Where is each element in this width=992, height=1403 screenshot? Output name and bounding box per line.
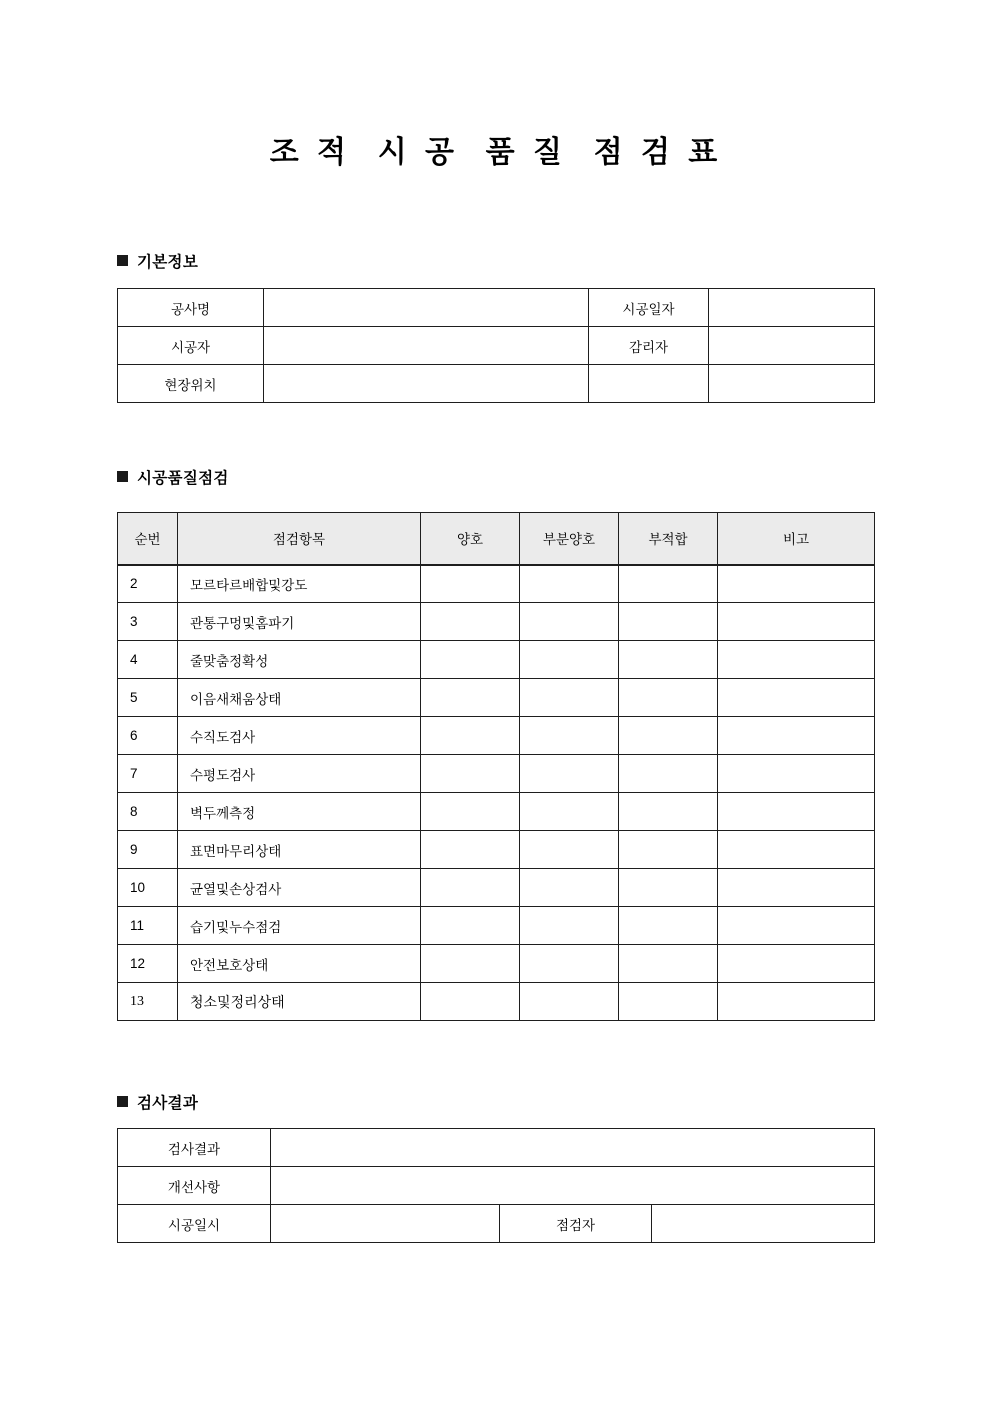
row-good[interactable] bbox=[421, 793, 520, 831]
row-good[interactable] bbox=[421, 983, 520, 1021]
row-good[interactable] bbox=[421, 755, 520, 793]
row-remark[interactable] bbox=[718, 907, 875, 945]
result-value-inspection-result[interactable] bbox=[271, 1129, 875, 1167]
result-label-improvement: 개선사항 bbox=[118, 1167, 271, 1205]
row-item: 균열및손상검사 bbox=[178, 869, 421, 907]
section-heading-quality-inspection bbox=[117, 469, 229, 489]
row-remark[interactable] bbox=[718, 983, 875, 1021]
row-item: 줄맞춤정확성 bbox=[178, 641, 421, 679]
row-partial[interactable] bbox=[520, 945, 619, 983]
row-fail[interactable] bbox=[619, 793, 718, 831]
row-fail[interactable] bbox=[619, 983, 718, 1021]
page-title: 조 적 시 공 품 질 점 검 표 bbox=[269, 136, 723, 169]
table-row bbox=[118, 793, 875, 831]
basic-value-contractor[interactable] bbox=[264, 327, 589, 365]
row-no: 9 bbox=[118, 831, 178, 869]
row-item: 수직도검사 bbox=[178, 717, 421, 755]
table-row bbox=[118, 945, 875, 983]
column-header-no: 순번 bbox=[118, 513, 178, 565]
basic-label-extra-empty[interactable] bbox=[589, 365, 709, 403]
column-header-partial: 부분양호 bbox=[520, 513, 619, 565]
row-remark[interactable] bbox=[718, 641, 875, 679]
row-partial[interactable] bbox=[520, 907, 619, 945]
row-no: 5 bbox=[118, 679, 178, 717]
basic-label-project-name: 공사명 bbox=[118, 289, 264, 327]
table-row bbox=[118, 755, 875, 793]
row-no: 6 bbox=[118, 717, 178, 755]
row-fail[interactable] bbox=[619, 755, 718, 793]
table-row bbox=[118, 603, 875, 641]
basic-label-contractor: 시공자 bbox=[118, 327, 264, 365]
row-remark[interactable] bbox=[718, 717, 875, 755]
row-item: 청소및정리상태 bbox=[178, 983, 421, 1021]
basic-label-construction-date: 시공일자 bbox=[589, 289, 709, 327]
section-heading-inspection-result-label: 검사결과 bbox=[137, 1095, 199, 1112]
row-no: 4 bbox=[118, 641, 178, 679]
square-bullet-icon bbox=[117, 471, 128, 482]
table-row bbox=[118, 679, 875, 717]
row-remark[interactable] bbox=[718, 603, 875, 641]
table-row bbox=[118, 1129, 875, 1167]
result-value-improvement[interactable] bbox=[271, 1167, 875, 1205]
section-heading-quality-inspection-label: 시공품질점검 bbox=[137, 470, 229, 487]
result-value-construction-datetime[interactable] bbox=[271, 1205, 500, 1243]
inspection-result-table bbox=[117, 1128, 875, 1243]
row-fail[interactable] bbox=[619, 603, 718, 641]
row-partial[interactable] bbox=[520, 983, 619, 1021]
table-row bbox=[118, 869, 875, 907]
row-fail[interactable] bbox=[619, 641, 718, 679]
row-item: 벽두께측정 bbox=[178, 793, 421, 831]
table-row bbox=[118, 289, 875, 327]
row-no: 10 bbox=[118, 869, 178, 907]
row-remark[interactable] bbox=[718, 869, 875, 907]
row-remark[interactable] bbox=[718, 679, 875, 717]
result-label-construction-datetime: 시공일시 bbox=[118, 1205, 271, 1243]
row-partial[interactable] bbox=[520, 641, 619, 679]
table-row bbox=[118, 365, 875, 403]
row-item: 이음새채움상태 bbox=[178, 679, 421, 717]
section-heading-basic-info bbox=[117, 253, 198, 273]
row-partial[interactable] bbox=[520, 717, 619, 755]
basic-label-site-location: 현장위치 bbox=[118, 365, 264, 403]
row-fail[interactable] bbox=[619, 869, 718, 907]
row-fail[interactable] bbox=[619, 831, 718, 869]
row-no: 13 bbox=[118, 983, 178, 1021]
column-header-item: 점검항목 bbox=[178, 513, 421, 565]
basic-value-construction-date[interactable] bbox=[709, 289, 875, 327]
table-row bbox=[118, 907, 875, 945]
row-item: 관통구멍및홈파기 bbox=[178, 603, 421, 641]
table-header-row bbox=[118, 513, 875, 565]
row-good[interactable] bbox=[421, 945, 520, 983]
quality-inspection-table bbox=[117, 512, 875, 1021]
row-no: 7 bbox=[118, 755, 178, 793]
row-good[interactable] bbox=[421, 869, 520, 907]
row-no: 12 bbox=[118, 945, 178, 983]
table-row bbox=[118, 831, 875, 869]
row-partial[interactable] bbox=[520, 793, 619, 831]
basic-value-site-location[interactable] bbox=[264, 365, 589, 403]
table-row bbox=[118, 717, 875, 755]
table-row bbox=[118, 1167, 875, 1205]
row-fail[interactable] bbox=[619, 565, 718, 603]
basic-info-table bbox=[117, 288, 875, 403]
basic-value-extra-empty[interactable] bbox=[709, 365, 875, 403]
row-good[interactable] bbox=[421, 831, 520, 869]
row-good[interactable] bbox=[421, 603, 520, 641]
section-heading-basic-info-label: 기본정보 bbox=[137, 254, 199, 271]
row-item: 안전보호상태 bbox=[178, 945, 421, 983]
column-header-remark: 비고 bbox=[718, 513, 875, 565]
basic-label-supervisor: 감리자 bbox=[589, 327, 709, 365]
row-item: 표면마무리상태 bbox=[178, 831, 421, 869]
basic-value-supervisor[interactable] bbox=[709, 327, 875, 365]
basic-value-project-name[interactable] bbox=[264, 289, 589, 327]
row-partial[interactable] bbox=[520, 831, 619, 869]
column-header-good: 양호 bbox=[421, 513, 520, 565]
row-item: 습기및누수점검 bbox=[178, 907, 421, 945]
table-row bbox=[118, 565, 875, 603]
square-bullet-icon bbox=[117, 255, 128, 266]
section-heading-inspection-result bbox=[117, 1094, 198, 1114]
row-good[interactable] bbox=[421, 641, 520, 679]
row-item: 모르타르배합및강도 bbox=[178, 565, 421, 603]
row-item: 수평도검사 bbox=[178, 755, 421, 793]
row-remark[interactable] bbox=[718, 945, 875, 983]
row-fail[interactable] bbox=[619, 679, 718, 717]
row-remark[interactable] bbox=[718, 565, 875, 603]
row-fail[interactable] bbox=[619, 717, 718, 755]
row-remark[interactable] bbox=[718, 755, 875, 793]
row-remark[interactable] bbox=[718, 793, 875, 831]
row-remark[interactable] bbox=[718, 831, 875, 869]
row-fail[interactable] bbox=[619, 907, 718, 945]
row-fail[interactable] bbox=[619, 945, 718, 983]
row-partial[interactable] bbox=[520, 603, 619, 641]
row-good[interactable] bbox=[421, 907, 520, 945]
row-good[interactable] bbox=[421, 717, 520, 755]
row-partial[interactable] bbox=[520, 565, 619, 603]
row-no: 8 bbox=[118, 793, 178, 831]
square-bullet-icon bbox=[117, 1096, 128, 1107]
table-row bbox=[118, 1205, 875, 1243]
result-value-inspector[interactable] bbox=[652, 1205, 875, 1243]
row-no: 3 bbox=[118, 603, 178, 641]
quality-inspection-rows bbox=[118, 565, 875, 1021]
row-partial[interactable] bbox=[520, 679, 619, 717]
table-row bbox=[118, 641, 875, 679]
column-header-fail: 부적합 bbox=[619, 513, 718, 565]
row-good[interactable] bbox=[421, 565, 520, 603]
row-partial[interactable] bbox=[520, 869, 619, 907]
result-label-inspector: 점검자 bbox=[500, 1205, 652, 1243]
table-row bbox=[118, 983, 875, 1021]
row-partial[interactable] bbox=[520, 755, 619, 793]
row-no: 11 bbox=[118, 907, 178, 945]
row-good[interactable] bbox=[421, 679, 520, 717]
row-no: 2 bbox=[118, 565, 178, 603]
result-label-inspection-result: 검사결과 bbox=[118, 1129, 271, 1167]
table-row bbox=[118, 327, 875, 365]
